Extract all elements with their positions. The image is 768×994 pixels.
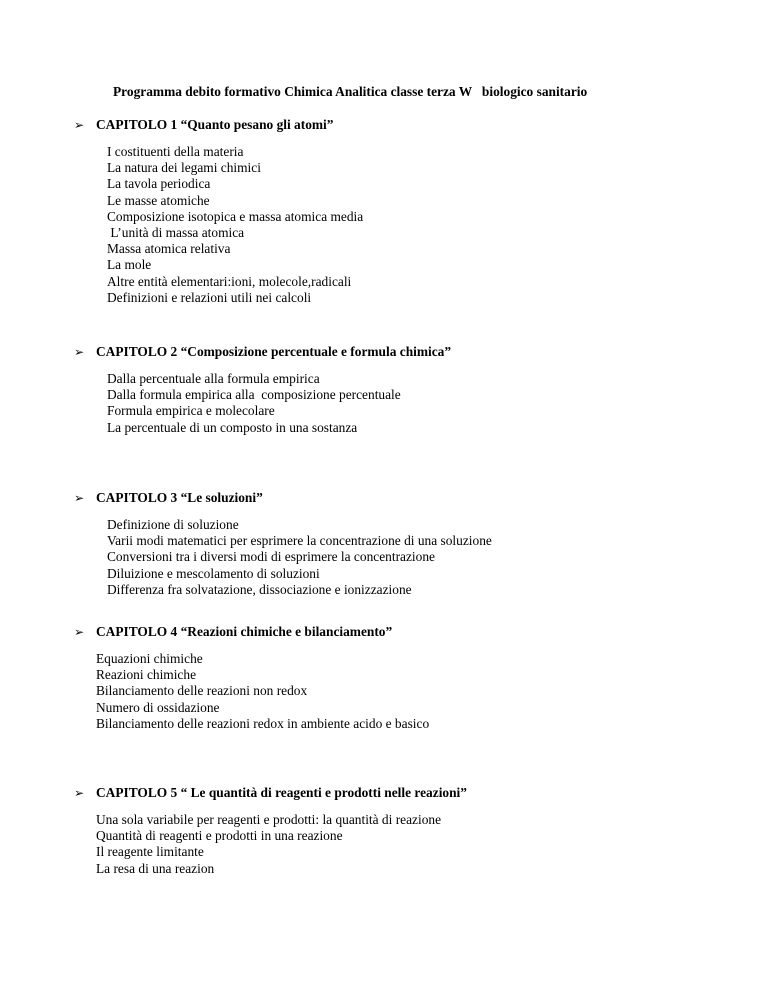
topic-list <box>107 517 492 598</box>
list-item: Definizioni e relazioni utili nei calcoli <box>107 289 312 305</box>
arrowhead-bullet-icon: ➢ <box>74 786 85 800</box>
chapter-title: CAPITOLO 5 “ Le quantità di reagenti e prodotti nelle reazioni” <box>96 785 467 800</box>
list-item: Dalla percentuale alla formula empirica <box>107 371 320 386</box>
list-item: Massa atomica relativa <box>107 241 231 257</box>
list-item: Bilanciamento delle reazioni redox in ambiente acido e basico <box>96 715 430 731</box>
list-item: Numero di ossidazione <box>96 699 220 715</box>
chapter-title: CAPITOLO 1 “Quanto pesano gli atomi” <box>96 117 334 132</box>
list-item: Diluizione e mescolamento di soluzioni <box>107 565 320 581</box>
chapter-title: CAPITOLO 3 “Le soluzioni” <box>96 490 263 505</box>
chapter-title: CAPITOLO 4 “Reazioni chimiche e bilanciamento” <box>96 624 393 639</box>
list-item: Formula empirica e molecolare <box>107 403 275 419</box>
list-item: Le masse atomiche <box>107 192 210 208</box>
list-item: La percentuale di un composto in una sostanza <box>107 419 358 435</box>
list-item: Reazioni chimiche <box>96 667 197 683</box>
list-item: Conversioni tra i diversi modi di esprimere la concentrazione <box>107 549 435 565</box>
chapter-heading <box>74 490 263 506</box>
list-item: L’unità di massa atomica <box>107 224 245 240</box>
list-item: Composizione isotopica e massa atomica media <box>107 208 364 224</box>
chapter-title: CAPITOLO 2 “Composizione percentuale e formula chimica” <box>96 344 452 359</box>
topic-list <box>96 651 429 732</box>
topic-list <box>96 812 441 877</box>
list-item: La mole <box>107 257 152 273</box>
list-item: La natura dei legami chimici <box>107 160 261 176</box>
list-item: I costituenti della materia <box>107 144 244 159</box>
list-item: Differenza fra solvatazione, dissociazione e ionizzazione <box>107 581 412 597</box>
list-item: Varii modi matematici per esprimere la concentrazione di una soluzione <box>107 533 492 549</box>
list-item: Altre entità elementari:ioni, molecole,radicali <box>107 273 352 289</box>
list-item: Dalla formula empirica alla composizione percentuale <box>107 387 401 403</box>
arrowhead-bullet-icon: ➢ <box>74 345 85 359</box>
arrowhead-bullet-icon: ➢ <box>74 491 85 505</box>
list-item: La resa di una reazion <box>96 860 215 876</box>
list-item: Definizione di soluzione <box>107 517 239 532</box>
list-item: Bilanciamento delle reazioni non redox <box>96 683 308 699</box>
arrowhead-bullet-icon: ➢ <box>74 625 85 639</box>
topic-list <box>107 371 401 436</box>
topic-list <box>107 144 363 306</box>
arrowhead-bullet-icon: ➢ <box>74 118 85 132</box>
list-item: Equazioni chimiche <box>96 651 203 666</box>
chapter-heading <box>74 785 467 801</box>
list-item: Quantità di reagenti e prodotti in una reazione <box>96 828 343 844</box>
list-item: Il reagente limitante <box>96 844 204 860</box>
list-item: La tavola periodica <box>107 176 211 192</box>
document-title: Programma debito formativo Chimica Analitica classe terza W biologico sanitario <box>113 84 588 99</box>
chapter-heading <box>74 117 333 133</box>
chapter-heading <box>74 624 392 640</box>
chapter-heading <box>74 344 451 360</box>
list-item: Una sola variabile per reagenti e prodotti: la quantità di reazione <box>96 812 442 827</box>
